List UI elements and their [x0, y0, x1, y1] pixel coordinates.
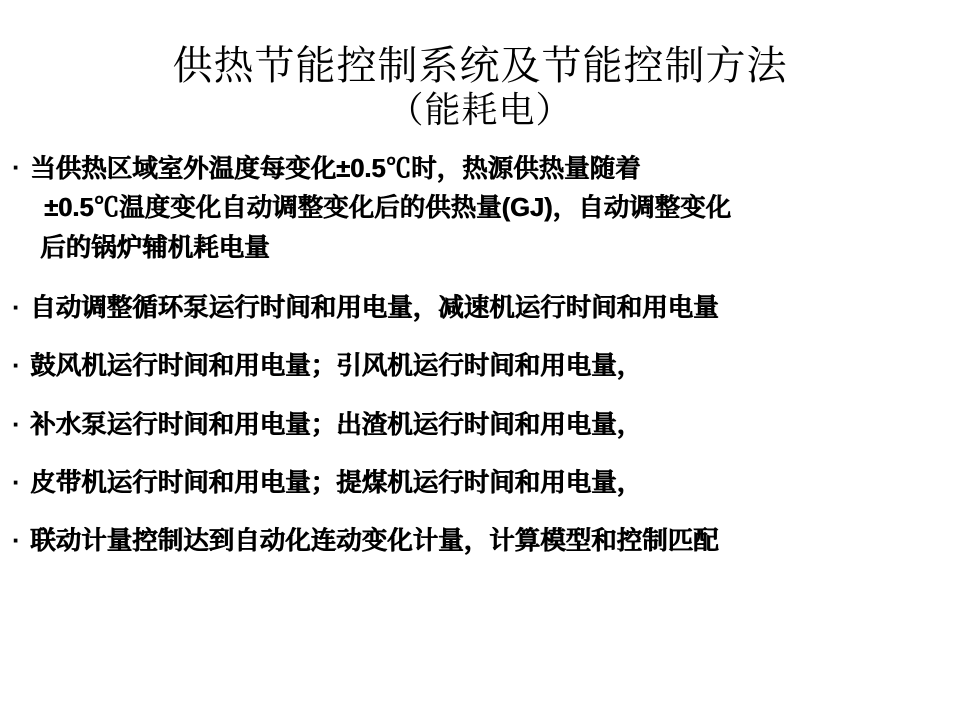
bullet-list	[0, 150, 960, 560]
list-item	[12, 150, 950, 269]
list-item-body	[30, 523, 950, 559]
list-item-body	[30, 290, 950, 326]
list-item	[12, 523, 950, 559]
list-item-body	[30, 348, 950, 384]
bullet-marker-icon: ·	[12, 525, 21, 556]
list-item	[12, 465, 950, 501]
bullet-marker-icon: ·	[12, 408, 21, 439]
list-item-body	[30, 407, 950, 443]
list-item-line: 联动计量控制达到自动化连动变化计量，计算模型和控制匹配	[30, 527, 719, 556]
list-item	[12, 290, 950, 326]
page-subtitle: （能耗电）	[387, 90, 573, 131]
bullet-marker-icon: ·	[12, 466, 21, 497]
list-item-line: 补水泵运行时间和用电量；出渣机运行时间和用电量，	[30, 410, 643, 439]
bullet-marker-icon: ·	[12, 350, 21, 381]
list-item-line: 后的锅炉辅机耗电量	[40, 233, 270, 262]
page-title: 供热节能控制系统及节能控制方法	[172, 43, 788, 88]
list-item-line: 当供热区域室外温度每变化±0.5℃时，热源供热量随着	[30, 154, 641, 183]
list-item-body	[30, 150, 950, 269]
slide-title-block	[0, 0, 960, 132]
list-item-line: 鼓风机运行时间和用电量；引风机运行时间和用电量，	[30, 352, 643, 381]
list-item-line: ±0.5℃温度变化自动调整变化后的供热量(GJ)，自动调整变化	[44, 194, 731, 223]
list-item	[12, 348, 950, 384]
bullet-marker-icon: ·	[12, 151, 21, 182]
list-item-body	[30, 465, 950, 501]
list-item	[12, 407, 950, 443]
bullet-marker-icon: ·	[12, 292, 21, 323]
list-item-line: 皮带机运行时间和用电量；提煤机运行时间和用电量，	[30, 468, 643, 497]
list-item-line: 自动调整循环泵运行时间和用电量，减速机运行时间和用电量	[30, 294, 719, 323]
